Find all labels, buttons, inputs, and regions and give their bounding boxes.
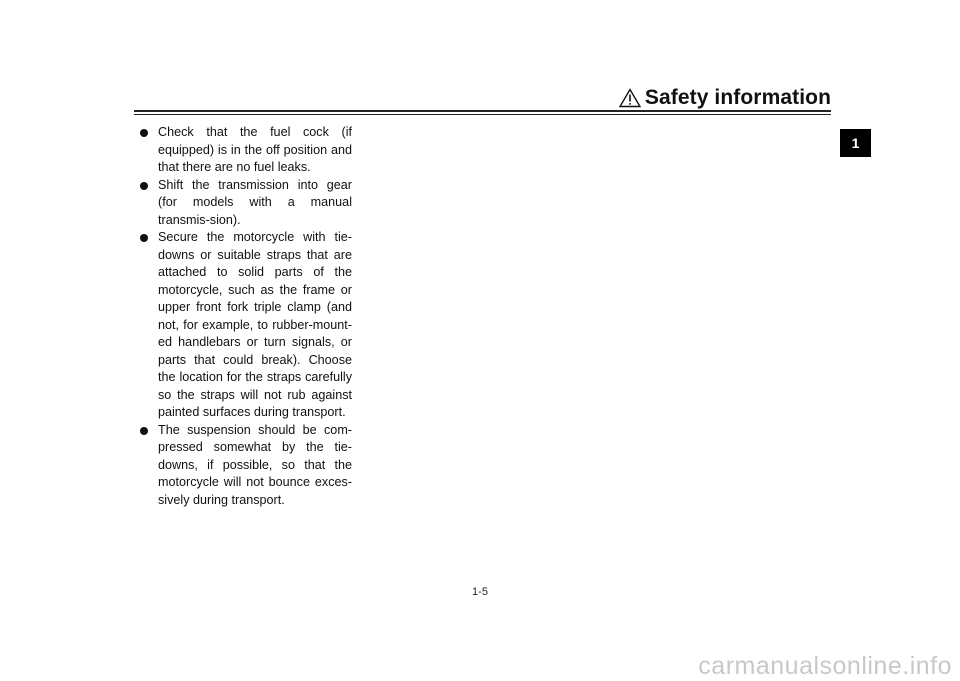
chapter-tab-label: 1 — [851, 135, 860, 151]
header-rule-top — [134, 110, 831, 112]
watermark-text: carmanualsonline.info — [698, 652, 952, 680]
page-header — [134, 84, 831, 112]
bullet-icon — [140, 129, 148, 137]
bullet-icon — [140, 182, 148, 190]
bullet-icon — [140, 427, 148, 435]
bullet-icon — [140, 234, 148, 242]
section-title-group — [619, 86, 831, 110]
section-title: Safety information — [644, 86, 831, 109]
list-item — [140, 422, 352, 510]
chapter-tab — [840, 129, 871, 157]
header-rule-bottom — [134, 114, 831, 115]
list-item — [140, 124, 352, 177]
warning-triangle-icon — [619, 88, 641, 108]
list-item-text: Shift the transmission into gear (for models with a manual transmis-sion). — [158, 177, 352, 227]
page-number: 1-5 — [472, 586, 488, 598]
list-item — [140, 177, 352, 230]
list-item-text: Check that the fuel cock (if equipped) is in the off position and that there are no fuel leaks. — [158, 125, 352, 174]
list-item-text: The suspension should be com-pressed somewhat by the tie-downs, if possible, so that the motorcycle will not bounce exces-sively during transport. — [158, 422, 352, 507]
list-item-text: Secure the motorcycle with tie-downs or suitable straps that are attached to solid parts of the motorcycle, such as the frame or upper front fork triple clamp (and not, for example, to rubber-mount-ed handlebars or turn signals, or parts that could break). Choose the location for the straps carefully so the straps will not rub against painted surfaces during transport. — [158, 230, 352, 419]
list-item — [140, 229, 352, 422]
bullet-list — [140, 124, 352, 509]
